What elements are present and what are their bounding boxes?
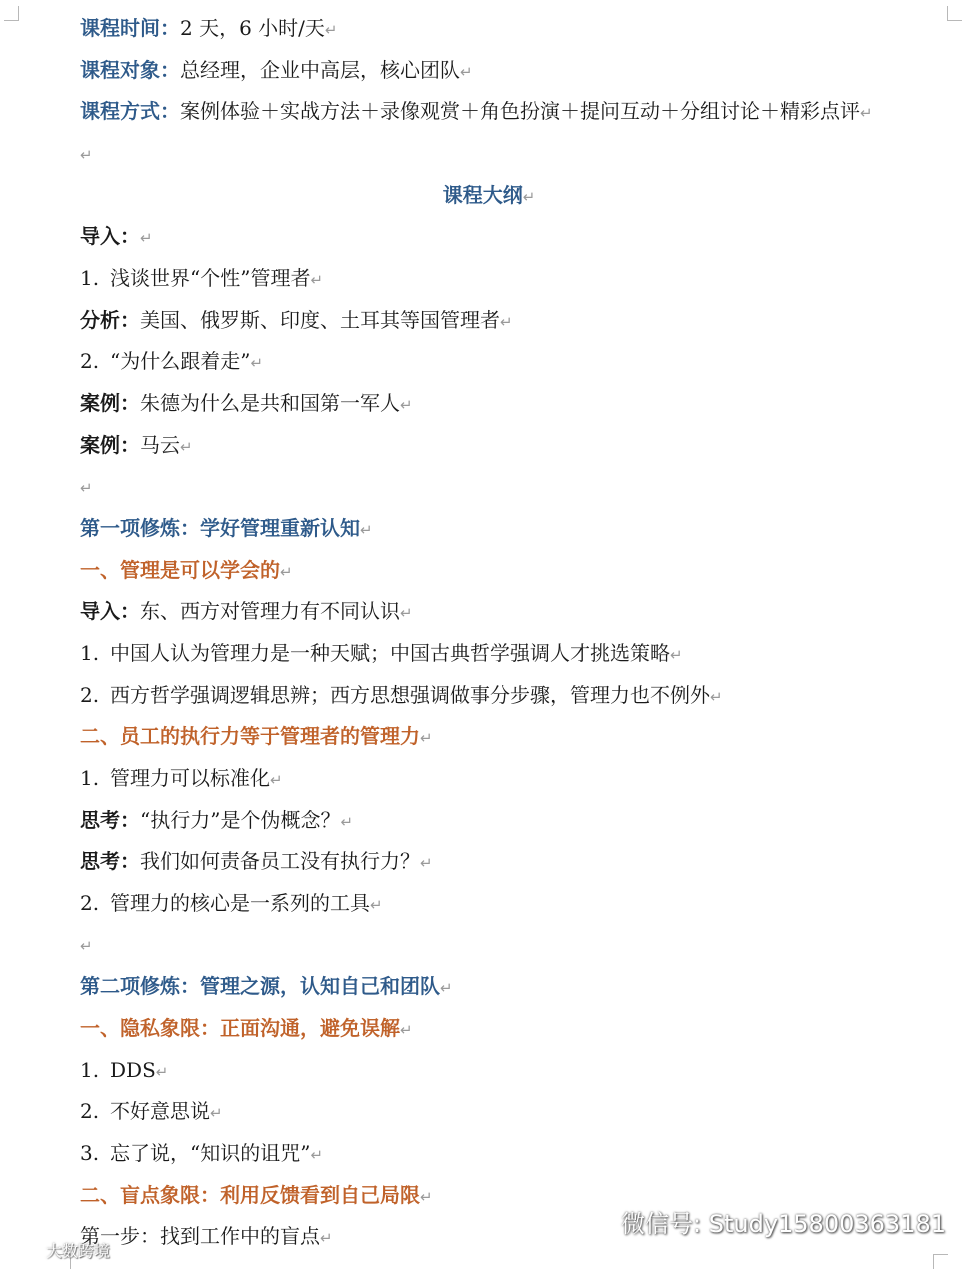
paragraph-mark: ↵ (420, 729, 433, 747)
outline-title (0, 181, 978, 209)
intro-item-1 (80, 264, 323, 292)
section-1-part-2-title (80, 722, 433, 750)
wechat-icon (579, 1206, 613, 1244)
part-title-text: 一、管理是可以学会的 (80, 558, 280, 582)
section-2-part-2-step-1 (80, 1222, 333, 1250)
paragraph-mark: ↵ (670, 646, 683, 664)
paragraph-mark: ↵ (310, 1146, 324, 1164)
section-1-part-1-item-2 (80, 681, 723, 709)
paragraph-mark: ↵ (280, 563, 293, 581)
paragraph-mark: ↵ (400, 1021, 413, 1039)
analysis-text: 美国、俄罗斯、印度、土耳其等国管理者 (140, 308, 500, 332)
list-item-text: 管理力的核心是一系列的工具 (110, 891, 370, 915)
section-1-part-1-title (80, 556, 293, 584)
course-time-value: 2 天，6 小时/天 (180, 16, 325, 40)
wechat-watermark (579, 1206, 946, 1242)
paragraph-mark: ↵ (370, 896, 383, 914)
section-2-part-1-title (80, 1014, 413, 1042)
intro-analysis (80, 306, 513, 334)
page-corner-mark-top-left (4, 6, 19, 21)
paragraph-mark: ↵ (400, 604, 413, 622)
case-text: 朱德为什么是共和国第一军人 (140, 391, 400, 415)
paragraph-mark: ↵ (340, 813, 354, 831)
think-label: 思考： (80, 849, 140, 873)
course-time-label: 课程时间： (80, 16, 180, 40)
empty-paragraph (80, 930, 93, 958)
section-1-part-2-think-2 (80, 847, 433, 875)
section-1-part-2-think-1 (80, 806, 353, 834)
intro-heading (80, 222, 153, 250)
course-method-label: 课程方式： (80, 99, 180, 123)
paragraph-mark: ↵ (440, 979, 453, 997)
page-corner-mark-bottom-right (933, 1254, 948, 1269)
paragraph-mark: ↵ (400, 396, 413, 414)
intro-case-1 (80, 389, 413, 417)
course-audience-label: 课程对象： (80, 58, 180, 82)
think-text: “执行力”是个伪概念？ (140, 808, 341, 832)
course-audience-line (80, 56, 473, 84)
paragraph-mark: ↵ (80, 479, 93, 497)
paragraph-mark: ↵ (360, 521, 373, 539)
part-title-text: 一、隐私象限：正面沟通，避免误解 (80, 1016, 400, 1040)
paragraph-mark: ↵ (522, 188, 536, 206)
list-item-text: 西方哲学强调逻辑思辨；西方思想强调做事分步骤，管理力也不例外 (110, 683, 710, 707)
course-method-line (80, 97, 873, 125)
list-number: 1. (80, 766, 100, 790)
brand-logo-icon (6, 1238, 42, 1266)
section-2-part-1-item-3 (80, 1139, 323, 1167)
intro-label: 导入： (80, 599, 140, 623)
paragraph-mark: ↵ (80, 146, 93, 164)
think-label: 思考： (80, 808, 140, 832)
paragraph-mark: ↵ (210, 1104, 223, 1122)
section-1-part-1-item-1 (80, 639, 683, 667)
part-title-text: 二、员工的执行力等于管理者的管理力 (80, 724, 420, 748)
paragraph-mark: ↵ (320, 1229, 333, 1247)
section-2-part-1-item-1 (80, 1056, 168, 1084)
list-item-text: “为什么跟着走” (110, 349, 251, 373)
think-text: 我们如何责备员工没有执行力？ (140, 849, 420, 873)
paragraph-mark: ↵ (155, 1063, 169, 1081)
list-item-text: 管理力可以标准化 (110, 766, 270, 790)
list-number: 1. (80, 1058, 100, 1082)
paragraph-mark: ↵ (140, 229, 153, 247)
paragraph-mark: ↵ (420, 1188, 433, 1206)
list-number: 2. (80, 1099, 100, 1123)
paragraph-mark: ↵ (500, 313, 513, 331)
paragraph-mark: ↵ (710, 688, 723, 706)
section-title-text: 第二项修炼：管理之源，认知自己和团队 (80, 974, 440, 998)
section-title-text: 第一项修炼：学好管理重新认知 (80, 516, 360, 540)
course-time-line (80, 14, 337, 42)
course-audience-value: 总经理，企业中高层，核心团队 (180, 58, 460, 82)
paragraph-mark: ↵ (460, 63, 473, 81)
list-number: 2. (80, 891, 100, 915)
list-number: 1. (80, 266, 100, 290)
intro-item-2 (80, 347, 263, 375)
section-1-part-2-item-2 (80, 889, 383, 917)
list-item-text: 不好意思说 (110, 1099, 210, 1123)
page-corner-mark-top-right (947, 6, 962, 21)
empty-paragraph (80, 472, 93, 500)
list-item-text: 忘了说，“知识的诅咒” (110, 1141, 311, 1165)
paragraph-mark: ↵ (324, 21, 338, 39)
list-number: 2. (80, 683, 100, 707)
paragraph-mark: ↵ (180, 438, 193, 456)
list-number: 3. (80, 1141, 100, 1165)
list-number: 1. (80, 641, 100, 665)
list-number: 2. (80, 349, 100, 373)
paragraph-mark: ↵ (860, 104, 873, 122)
paragraph-mark: ↵ (250, 354, 264, 372)
paragraph-mark: ↵ (80, 937, 93, 955)
course-method-value: 案例体验＋实战方法＋录像观赏＋角色扮演＋提问互动＋分组讨论＋精彩点评 (180, 99, 860, 123)
paragraph-mark: ↵ (310, 271, 324, 289)
case-label: 案例： (80, 433, 140, 457)
analysis-label: 分析： (80, 308, 140, 332)
case-label: 案例： (80, 391, 140, 415)
empty-paragraph (80, 139, 93, 167)
section-2-part-2-title (80, 1181, 433, 1209)
outline-title-text: 课程大纲 (442, 183, 523, 207)
intro-label: 导入： (80, 224, 140, 248)
list-item-text: DDS (110, 1058, 156, 1082)
list-item-text: 中国人认为管理力是一种天赋；中国古典哲学强调人才挑选策略 (110, 641, 670, 665)
list-item-text: 浅谈世界“个性”管理者 (110, 266, 311, 290)
paragraph-mark: ↵ (270, 771, 283, 789)
bottom-watermark-text: 大数跨境 (46, 1241, 111, 1261)
case-text: 马云 (140, 433, 180, 457)
step-text: 第一步：找到工作中的盲点 (80, 1224, 320, 1248)
section-1-part-1-intro (80, 597, 413, 625)
intro-text: 东、西方对管理力有不同认识 (140, 599, 400, 623)
section-1-part-2-item-1 (80, 764, 283, 792)
section-2-part-1-item-2 (80, 1097, 223, 1125)
section-1-title (80, 514, 373, 542)
paragraph-mark: ↵ (420, 854, 433, 872)
part-title-text: 二、盲点象限：利用反馈看到自己局限 (80, 1183, 420, 1207)
intro-case-2 (80, 431, 193, 459)
section-2-title (80, 972, 453, 1000)
wechat-id-text: 微信号: Study15800363181 (621, 1210, 946, 1238)
bottom-watermark (6, 1238, 110, 1264)
